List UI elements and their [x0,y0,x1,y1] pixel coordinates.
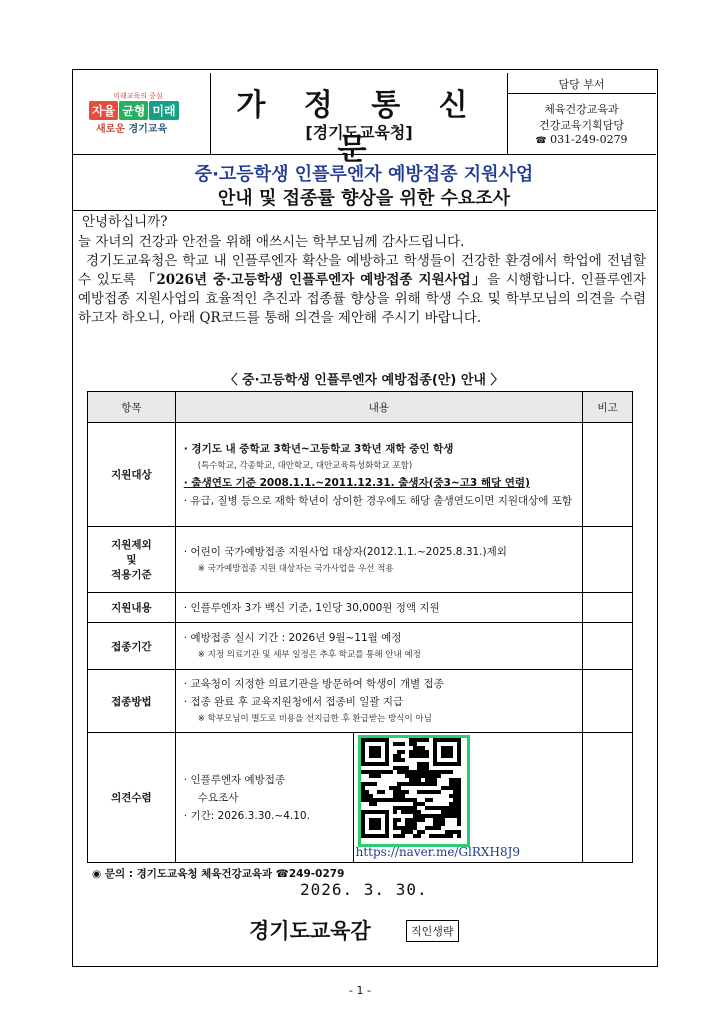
logo-subtitle: 새로운 경기교육 [96,124,168,135]
row-content: · 경기도 내 중학교 3학년~고등학교 3학년 재학 중인 학생 (특수학교, 각종학교, 대안학교, 대안교육특성화학교 포함) · 출생연도 기준 2008.1.1.~2011.12.31. 출생자(중3~고3 해당 연령) · 유급, 질병 등으로 재학 학년이 상이한 경우에도 해당 출생연도이면 지원대상에 포함 [175,423,582,527]
qr-cell [353,733,582,863]
row-remark [583,593,633,623]
row-content: · 어린이 국가예방접종 지원사업 대상자(2012.1.1.~2025.8.31.)제외 ※ 국가예방접종 지원 대상자는 국가사업을 우선 적용 [175,527,582,593]
row-label: 지원내용 [88,593,176,623]
logo-word: 균형 [119,101,148,120]
row-remark [583,423,633,527]
row-remark [583,623,633,670]
page-number: - 1 - [349,984,371,997]
dept-team: 건강교육기획담당 [538,119,624,132]
body-paragraph: 경기도교육청은 학교 내 인플루엔자 확산을 예방하고 학생들이 건강한 환경에서 학업에 전념할 수 있도록 「2026년 중·고등학생 인플루엔자 예방접종 지원사업」을 시행합니다. 인플루엔자 예방접종 지원사업의 효율적인 추진과 접종률 향상을 위해 학생 수요 및 학부모님의 의견을 수렴하고자 하오니, 아래 QR코드를 통해 의견을 제안해 주시기 바랍니다. [78,253,647,326]
table-row [88,670,633,733]
row-label: 지원대상 [88,423,176,527]
signer: 경기도교육감 [249,919,371,943]
table-row [88,623,633,670]
qr-code-icon[interactable] [358,735,470,847]
issuing-office: [경기도교육청] [305,123,413,142]
row-label: 지원제외 및 적용기준 [88,527,176,593]
column-header: 내용 [175,392,582,423]
table-row [88,593,633,623]
column-header: 비고 [583,392,633,423]
row-remark [583,733,633,863]
headline-sub: 안내 및 접종률 향상을 위한 수요조사 [217,188,511,209]
survey-link[interactable]: https://naver.me/GlRXH8J9 [355,845,521,859]
row-content: · 교육청이 지정한 의료기관을 방문하여 학생이 개별 접종 · 접종 완료 후 교육지원청에서 접종비 일괄 지급 ※ 학부모님이 별도로 비용을 선지급한 후 환급받는 방식이 아님 [175,670,582,733]
section-title: 〈 중·고등학생 인플루엔자 예방접종(안) 안내 〉 [224,373,504,388]
column-header: 항목 [88,392,176,423]
headline-rule [72,210,656,211]
row-label: 접종방법 [88,670,176,733]
table-row [88,733,633,863]
row-label: 접종기간 [88,623,176,670]
row-remark [583,670,633,733]
dept-rule [507,93,656,94]
info-table [87,391,633,863]
row-label: 의견수렴 [88,733,176,863]
dept-name: 체육건강교육과 [544,103,619,116]
table-row [88,527,633,593]
table-header-row [88,392,633,423]
row-content: · 인플루엔자 3가 백신 기준, 1인당 30,000원 정액 지원 [175,593,582,623]
row-content: · 예방접종 실시 기간 : 2026년 9월~11월 예정 ※ 지정 의료기관 및 세부 일정은 추후 학교를 통해 안내 예정 [175,623,582,670]
seal-omitted-stamp: 직인생략 [406,920,459,942]
logo [89,101,179,120]
document-title: 가 정 통 신 문 [236,88,482,167]
headline-main: 중·고등학생 인플루엔자 예방접종 지원사업 [194,164,534,185]
phone-icon: ☎ [535,136,547,146]
dept-phone: ☎ 031-249-0279 [535,133,628,146]
contact-info: ◉ 문의 : 경기도교육청 체육건강교육과 ☎249-0279 [92,868,345,880]
logo-word: 미래 [149,101,178,120]
logo-word: 자율 [89,101,118,120]
logo-tagline: 미래교육의 중심 [113,92,163,100]
row-content: · 인플루엔자 예방접종 수요조사 · 기간: 2026.3.30.~4.10. [175,733,353,863]
bullet-icon: ◉ [92,868,102,880]
dept-label: 담당 부서 [558,78,605,91]
body-paragraph: 늘 자녀의 건강과 안전을 위해 애쓰시는 학부모님께 감사드립니다. [78,234,465,250]
table-row [88,423,633,527]
greeting: 안녕하십니까? [82,214,168,230]
row-remark [583,527,633,593]
issue-date: 2026. 3. 30. [300,880,428,899]
